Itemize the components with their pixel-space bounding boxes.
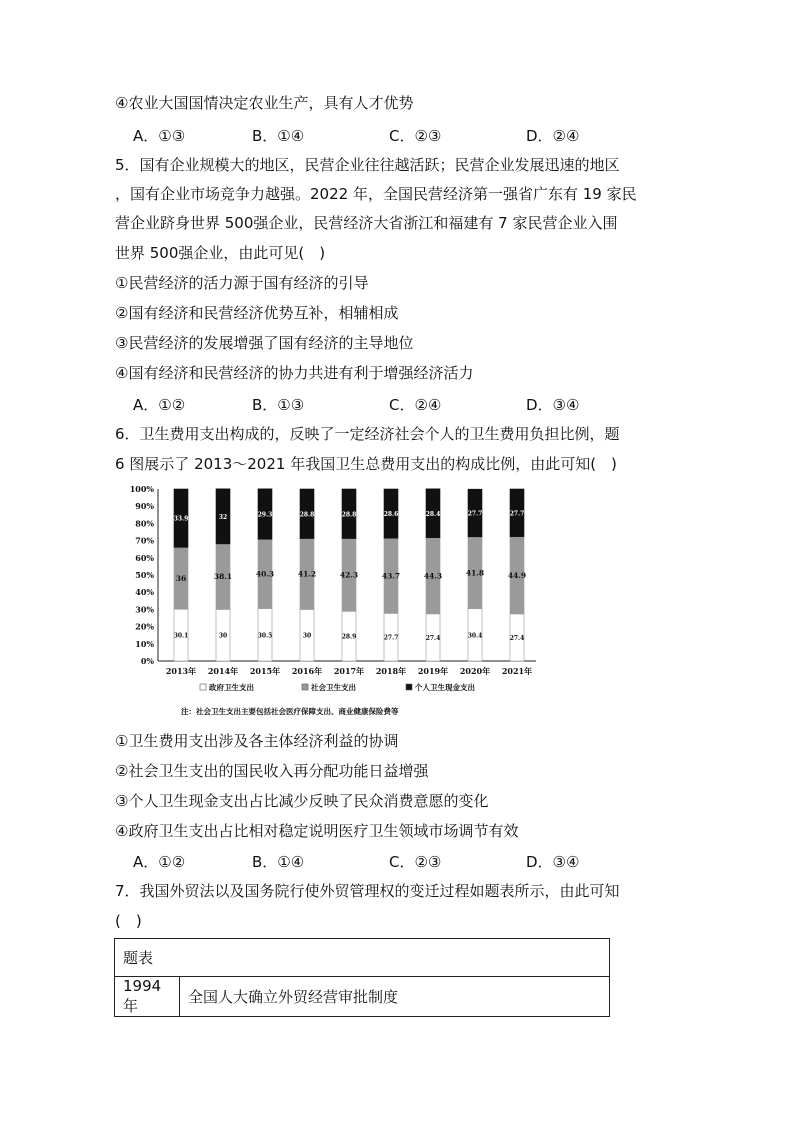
health-expenditure-chart [120, 482, 550, 722]
data-label: 30.1 [173, 632, 189, 640]
q5-stem-line-1: 5．国有企业规模大的地区，民营企业往往越活跃；民营企业发展迅速的地区 [115, 156, 620, 174]
q5-option-d[interactable]: D．③④ [526, 396, 580, 414]
table-row [115, 977, 610, 1017]
q7-stem-line-1: 7．我国外贸法以及国务院行使外贸管理权的变迁过程如题表所示，由此可知 [115, 882, 620, 900]
data-label: 29.3 [257, 511, 273, 519]
q6-option-a[interactable]: A．①② [133, 853, 186, 871]
q6-item-1: ①卫生费用支出涉及各主体经济利益的协调 [115, 732, 399, 750]
x-tick-label: 2020年 [459, 666, 491, 676]
data-label: 44.3 [423, 571, 443, 581]
data-label: 28.4 [425, 510, 441, 518]
q6-stem-line-2: 6 图展示了 2013～2021 年我国卫生总费用支出的构成比例，由此可知( ) [115, 455, 617, 473]
y-tick-label: 70% [135, 535, 154, 546]
data-label: 30 [218, 632, 228, 640]
data-label: 33.9 [173, 515, 189, 523]
data-label: 28.9 [341, 633, 357, 641]
data-label: 36 [175, 573, 187, 583]
data-label: 28.6 [383, 511, 399, 519]
x-tick-label: 2017年 [333, 666, 365, 676]
q6-option-b[interactable]: B．①④ [252, 853, 305, 871]
y-tick-label: 80% [135, 518, 154, 529]
foreign-trade-table [114, 938, 610, 1017]
y-tick-label: 30% [135, 604, 154, 615]
q6-item-3: ③个人卫生现金支出占比减少反映了民众消费意愿的变化 [115, 792, 489, 810]
data-label: 42.3 [339, 570, 359, 580]
y-tick-label: 0% [140, 656, 154, 666]
q4-option-a[interactable]: A．①③ [133, 127, 186, 145]
legend-swatch [200, 684, 206, 690]
data-label: 27.7 [467, 510, 483, 518]
q6-option-d[interactable]: D．③④ [526, 853, 580, 871]
q4-option-d[interactable]: D．②④ [526, 127, 580, 145]
y-tick-label: 40% [135, 587, 154, 598]
q6-stem-line-1: 6．卫生费用支出构成的，反映了一定经济社会个人的卫生费用负担比例，题 [115, 425, 620, 443]
q5-option-c[interactable]: C．②④ [389, 396, 442, 414]
q6-item-4: ④政府卫生支出占比相对稳定说明医疗卫生领域市场调节有效 [115, 822, 519, 840]
table-title: 题表 [115, 939, 610, 977]
y-tick-label: 90% [135, 501, 154, 512]
q5-item-1: ①民营经济的活力源于国有经济的引导 [115, 274, 369, 292]
data-label: 28.8 [299, 511, 315, 519]
data-label: 27.7 [509, 510, 525, 518]
q5-item-2: ②国有经济和民营经济优势互补，相辅相成 [115, 304, 399, 322]
data-label: 38.1 [213, 572, 233, 582]
q5-option-b[interactable]: B．①③ [252, 396, 305, 414]
x-tick-label: 2016年 [291, 666, 323, 676]
data-label: 41.2 [297, 569, 317, 579]
data-label: 30 [302, 632, 312, 640]
x-tick-label: 2018年 [375, 666, 407, 676]
y-tick-label: 60% [135, 552, 154, 563]
y-tick-label: 100% [129, 484, 154, 494]
data-label: 28.8 [341, 511, 357, 519]
q5-stem-line-3: 营企业跻身世界 500强企业，民营经济大省浙江和福建有 7 家民营企业入围 [115, 214, 618, 232]
table-title-row [115, 939, 610, 977]
q4-option-b[interactable]: B．①④ [252, 127, 305, 145]
x-tick-label: 2021年 [501, 666, 533, 676]
q5-stem-line-2: ，国有企业市场竞争力越强。2022 年，全国民营经济第一强省广东有 19 家民 [115, 185, 637, 203]
y-tick-label: 10% [135, 638, 154, 649]
data-label: 43.7 [381, 571, 401, 581]
legend-swatch [302, 684, 308, 690]
data-label: 30.5 [257, 632, 273, 640]
data-label: 44.9 [507, 570, 527, 580]
data-label: 41.8 [465, 568, 485, 578]
x-tick-label: 2015年 [249, 666, 281, 676]
q6-item-2: ②社会卫生支出的国民收入再分配功能日益增强 [115, 762, 429, 780]
q5-option-a[interactable]: A．①② [133, 396, 186, 414]
data-label: 40.3 [255, 569, 275, 579]
y-tick-label: 20% [135, 621, 154, 632]
x-tick-label: 2014年 [207, 666, 239, 676]
x-tick-label: 2019年 [417, 666, 449, 676]
table-cell-event: 全国人大确立外贸经营审批制度 [180, 977, 610, 1017]
chart-note: 注：社会卫生支出主要包括社会医疗保障支出、商业健康保险费等 [181, 707, 399, 716]
q4-option-c[interactable]: C．②③ [389, 127, 442, 145]
data-label: 27.4 [425, 634, 441, 642]
y-tick-label: 50% [135, 570, 154, 580]
table-cell-year: 1994 年 [115, 977, 180, 1017]
q5-stem-line-4: 世界 500强企业，由此可见( ) [115, 244, 326, 262]
q5-item-3: ③民营经济的发展增强了国有经济的主导地位 [115, 334, 414, 352]
q7-stem-line-2: ( ) [115, 912, 142, 930]
x-tick-label: 2013年 [165, 666, 197, 676]
q4-item-4: ④农业大国国情决定农业生产，具有人才优势 [115, 94, 414, 112]
q6-option-c[interactable]: C．②③ [389, 853, 442, 871]
legend-label: 社会卫生支出 [311, 683, 356, 692]
q5-item-4: ④国有经济和民营经济的协力共进有利于增强经济活力 [115, 364, 474, 382]
legend-swatch [406, 684, 412, 690]
data-label: 27.4 [509, 634, 525, 642]
data-label: 27.7 [383, 634, 399, 642]
legend-label: 个人卫生现金支出 [415, 683, 475, 692]
data-label: 30.4 [467, 632, 483, 640]
data-label: 32 [218, 513, 228, 521]
legend-label: 政府卫生支出 [209, 683, 254, 692]
